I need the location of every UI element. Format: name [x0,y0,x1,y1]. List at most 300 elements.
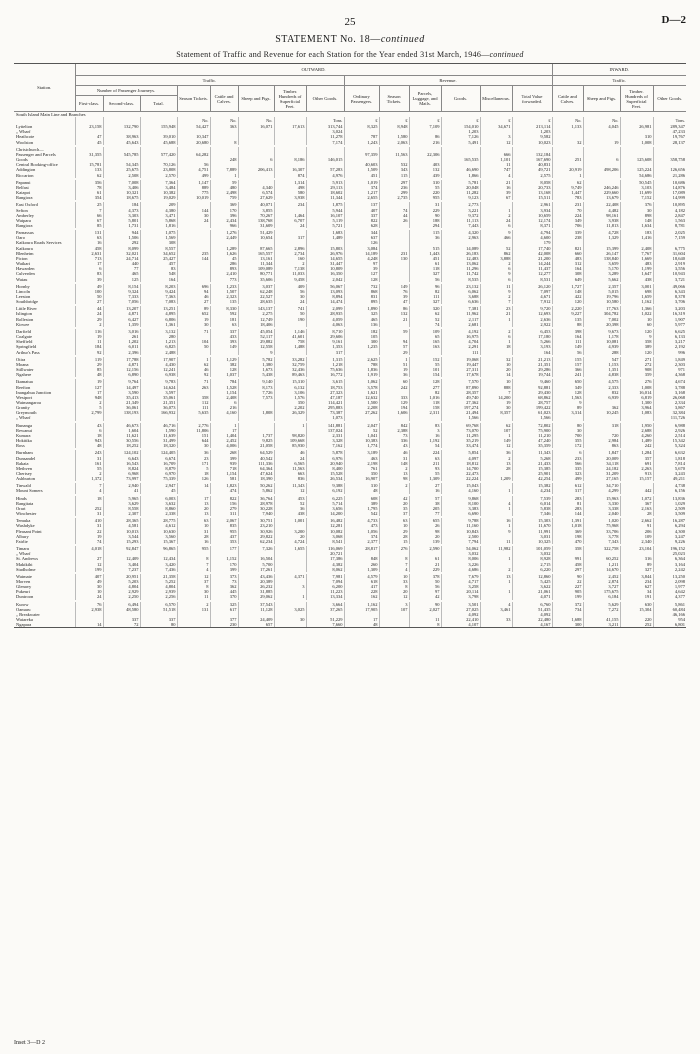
value-cell: 3,193 [512,344,552,349]
value-cell: 12,409 [103,556,140,561]
value-cell: 6,760 [512,602,552,607]
value-cell: 292 [103,240,140,245]
value-cell: 362 [583,405,620,410]
value-cell: 15 [379,539,409,544]
value-cell: 10,081 [583,339,620,344]
miscellaneous-header: Miscellaneous. [480,86,512,112]
value-cell: 396 [210,213,238,218]
value-cell: 3,964 [620,405,653,410]
value-cell: 577,420 [140,152,177,157]
value-cell: 27,262 [344,410,379,415]
value-cell: 9,673 [583,329,620,334]
value-cell: 224 [552,213,583,218]
value-cell: 874 [274,173,306,178]
value-cell: 2,408 [620,246,653,251]
value-cell: 2,498 [210,190,238,195]
value-cell: 7 [75,208,103,213]
value-cell: 1,528 [210,385,238,390]
value-cell: 36 [274,506,306,511]
value-cell: 3,404 [103,562,140,567]
goods-header: Goods. [441,86,480,112]
value-cell: 51,518 [140,607,177,612]
value-cell: £ [512,117,552,124]
value-cell: 144 [552,511,583,516]
value-cell: 9,458 [274,277,306,282]
value-cell: 3 [409,428,441,433]
value-cell: 16 [480,518,512,523]
value-cell: 4,717 [441,579,480,584]
value-cell: 235 [177,251,210,256]
value-cell: 353 [210,539,238,544]
value-cell: 125,224 [620,167,653,172]
value-cell: 2,662 [620,518,653,523]
value-cell: 25,023 [653,551,686,556]
value-cell: 5,854 [441,450,480,455]
value-cell: 3,289 [583,271,620,276]
value-cell: 18,252 [103,443,140,448]
value-cell: 1,309 [344,567,379,572]
value-cell: 1,016 [409,395,441,400]
value-cell: 1,101 [480,157,512,162]
value-cell: 893 [210,266,238,271]
value-cell: 38,963 [103,134,140,139]
value-cell: 6,003 [140,496,177,501]
value-cell: 2,307 [103,511,140,516]
value-cell: 283 [552,496,583,501]
value-cell: 389 [344,501,379,506]
value-cell: 16 [75,240,103,245]
value-cell: 75,968 [583,523,620,528]
station-name: Reefton [16,384,31,390]
value-cell: 28,365 [103,518,140,523]
value-cell: 52 [480,246,512,251]
value-cell: 773 [210,277,238,282]
value-cell: 15,528 [306,471,344,476]
value-cell: 5,801 [103,218,140,223]
value-cell: 107 [480,428,512,433]
value-cell: 29,822 [238,534,274,539]
value-cell: 26,329 [274,410,306,415]
value-cell: 89 [620,562,653,567]
value-cell: 4,368 [653,372,686,377]
station-name: Lyttelton [16,124,33,130]
value-cell: 56 [552,350,583,355]
value-cell: 39 [379,294,409,299]
value-cell: 27,323 [306,390,344,395]
value-cell: 991 [552,556,583,561]
value-cell: 85 [75,367,103,372]
value-cell: 6,011 [103,344,140,349]
value-cell: No. [177,117,210,124]
station-name: Inangahua Junction [16,389,52,395]
value-cell: 718 [210,466,238,471]
value-cell: 12,281 [306,523,344,528]
value-cell: 5,425 [512,579,552,584]
value-cell: 1,018 [552,523,583,528]
value-cell: 15,803 [306,246,344,251]
value-cell: 177 [210,546,238,551]
value-cell: 316 [620,556,653,561]
value-cell: 3,328 [306,438,344,443]
station-name: Goods [16,157,28,163]
value-cell: 848 [344,556,379,561]
value-cell: 741 [274,306,306,311]
value-cell: 30 [552,428,583,433]
value-cell: 20 [274,534,306,539]
value-cell: 1,950 [620,423,653,428]
value-cell: 2,773 [441,202,480,207]
value-cell: 2,067 [210,518,238,523]
title-continued: continued [380,34,425,45]
value-cell: 2,919 [653,261,686,266]
value-cell: 3,778 [583,534,620,539]
value-cell: 46,673 [103,423,140,428]
station-name: Dunsandel [16,455,36,461]
value-cell: 198 [552,534,583,539]
section-label: South Island Main Line and Branches [16,112,86,117]
value-cell: 27 [177,299,210,304]
value-cell: 35,606 [238,277,274,282]
value-cell: 11,113 [441,218,480,223]
value-cell: 63 [409,456,441,461]
value-cell: 6 [75,266,103,271]
value-cell: 11,639 [140,433,177,438]
value-cell: 3,103 [620,185,653,190]
value-cell: 696 [177,284,210,289]
value-cell: 14,244 [512,261,552,266]
value-cell: 15,511 [512,195,552,200]
value-cell: 3,867 [653,405,686,410]
value-cell: 358 [620,339,653,344]
value-cell: 87,890 [441,385,480,390]
value-cell: 317 [552,488,583,493]
value-cell: 7,940 [238,511,274,516]
value-cell: 21,349 [103,400,140,405]
value-cell: 196,152 [653,546,686,551]
value-cell: 3,330 [583,501,620,506]
station-name: Culverden [16,271,35,277]
value-cell: 72,802 [512,423,552,428]
value-cell: 822 [344,218,379,223]
value-cell: 149 [552,344,583,349]
value-cell: 2,625 [344,357,379,362]
station-name: Fairlie [16,538,28,544]
value-cell: 515 [409,246,441,251]
value-cell: 167,690 [512,157,552,162]
value-cell: 16,907 [344,476,379,481]
value-cell: 1,309 [409,476,441,481]
value-cell: 10,082 [306,529,344,534]
value-cell: 2 [274,261,306,266]
station-name: Heathcote [16,134,35,140]
value-cell: 63 [177,518,210,523]
value-cell: 10,630 [140,529,177,534]
value-cell: 12,483 [441,256,480,261]
value-cell: 2,500 [441,534,480,539]
value-cell: 3,016 [103,329,140,334]
value-cell: 26,534 [306,476,344,481]
value-cell: 20,733 [512,185,552,190]
value-cell: 6,570 [140,602,177,607]
value-cell: 60 [620,322,653,327]
value-cell: 6,343 [653,289,686,294]
value-cell: 18,320 [140,443,177,448]
value-cell: 6,674 [140,456,177,461]
value-cell: 11,699 [620,190,653,195]
value-cell: 154,010 [441,124,480,129]
value-cell: 20 [379,589,409,594]
value-cell: 3,084 [344,246,379,251]
value-cell: 1,202 [103,339,140,344]
value-cell: 229 [409,567,441,572]
value-cell: 2,874 [583,579,620,584]
value-cell: 25,675 [103,167,140,172]
value-cell: 164 [552,334,583,339]
value-cell: 8,535 [441,277,480,282]
value-cell: 8,557 [140,246,177,251]
value-cell: 54,686 [620,173,653,178]
value-cell: 9,788 [441,518,480,523]
value-cell: 2,291 [441,344,480,349]
value-cell: 3,068 [306,534,344,539]
station-name: Studholme [16,566,36,572]
value-cell: 46 [177,294,210,299]
value-cell: 9,720 [512,306,552,311]
value-cell: 11,742 [441,271,480,276]
value-cell: 20,389 [238,579,274,584]
cattle-calves-header: Cattle and Calves. [210,86,238,112]
value-cell: 4,895 [140,311,177,316]
value-cell: 10,382 [140,190,177,195]
value-cell: 11,295 [441,433,480,438]
station-name: Waiareka [16,617,33,623]
value-cell: 2,025 [653,230,686,235]
value-cell: 29 [75,362,103,367]
value-cell: 344 [344,230,379,235]
value-cell: 76 [75,602,103,607]
value-cell: 783 [552,195,583,200]
value-cell: 5,913 [306,180,344,185]
value-cell: 54,427 [177,124,210,129]
value-cell: 2,734 [274,251,306,256]
value-cell: 2,631 [75,251,103,256]
value-cell: 28 [480,466,512,471]
value-cell: 6 [480,266,512,271]
value-cell: 47 [379,299,409,304]
value-cell: 1 [210,173,238,178]
value-cell: 75,339 [140,476,177,481]
value-cell: 1,566 [512,415,552,420]
station-name: Morven [16,578,31,584]
value-cell: 94 [379,339,409,344]
value-cell: 369 [210,202,238,207]
value-cell: 3,659 [583,261,620,266]
value-cell: 4,733 [344,518,379,523]
value-cell: 2,340 [620,539,653,544]
value-cell: 3,031 [512,534,552,539]
value-cell: 13,334 [306,594,344,599]
value-cell: 111 [409,294,441,299]
value-cell: 10 [75,589,103,594]
value-cell: 317 [274,235,306,240]
value-cell: 126 [177,476,210,481]
value-cell: 31,609 [238,223,274,228]
value-cell: 4,071 [512,594,552,599]
value-cell: 8,186 [274,157,306,162]
value-cell: 45 [210,256,238,261]
value-cell: 913 [620,471,653,476]
value-cell: 10 [480,379,512,384]
value-cell: 4 [480,602,512,607]
value-cell: 955 [177,546,210,551]
value-cell: 356 [75,180,103,185]
value-cell: 56 [177,162,210,167]
value-cell: 2,047 [344,423,379,428]
value-cell: 1,488 [274,344,306,349]
value-cell: 3,938 [583,218,620,223]
value-cell: 72 [103,622,140,628]
value-cell: 35,413 [103,395,140,400]
value-cell: 32,759 [274,362,306,367]
value-cell: 43 [379,443,409,448]
value-cell: 943 [75,438,103,443]
value-cell: 13,093 [306,289,344,294]
value-cell: 98 [409,529,441,534]
value-cell: 1,576 [274,395,306,400]
value-cell: 163 [409,344,441,349]
value-cell: 41,155 [583,617,620,622]
value-cell: 33,706 [583,529,620,534]
value-cell: 8 [409,622,441,628]
value-cell: 48 [344,488,379,493]
value-cell: 2 [480,213,512,218]
value-cell: 1,199 [620,266,653,271]
value-cell: 666 [480,152,512,157]
value-cell: 9 [480,230,512,235]
value-cell: 7,162 [306,443,344,448]
value-cell: 5,491 [441,140,480,145]
value-cell: 2,331 [306,433,344,438]
value-cell: 132 [409,167,441,172]
value-cell: 24,409 [238,617,274,622]
value-cell: 45,643 [103,140,140,145]
value-cell: 4,059 [306,317,344,322]
value-cell: 4,371 [274,574,306,579]
value-cell: 32,021 [103,251,140,256]
value-cell: 6,625 [653,329,686,334]
value-cell: 114,421 [306,400,344,405]
value-cell: 125 [103,277,140,282]
value-cell: 358,758 [653,157,686,162]
value-cell: 24 [177,218,210,223]
value-cell: 15,303 [512,518,552,523]
value-cell: 98,161 [583,213,620,218]
value-cell: 28,357 [441,390,480,395]
value-cell: 2,590 [409,546,441,551]
value-cell: 3,855 [238,208,274,213]
value-cell: 125,608 [620,157,653,162]
value-cell: 325 [210,602,238,607]
value-cell: 46 [379,450,409,455]
value-cell: 2,681 [441,322,480,327]
value-cell: 148 [379,461,409,466]
value-cell: 337 [210,329,238,334]
value-cell: 5,203 [103,579,140,584]
value-cell: 1,022 [620,311,653,316]
value-cell: 70 [552,208,583,213]
value-cell: 374 [344,534,379,539]
value-cell: 35 [379,506,409,511]
value-cell: 7,126 [441,134,480,139]
value-cell: 1 [379,357,409,362]
value-cell: 2,202 [274,405,306,410]
station-name: Amberley [16,212,34,218]
value-cell: 3,314 [552,410,583,415]
value-cell: 5,714 [306,501,344,506]
value-cell: 246,246 [583,185,620,190]
value-cell: 8,824 [103,466,140,471]
value-cell: 1,062 [344,379,379,384]
value-cell: 170 [210,562,238,567]
value-cell: 76 [379,289,409,294]
value-cell: 4,581 [103,523,140,528]
value-cell: 1,727 [552,284,583,289]
other-goods-header: Other Goods. [306,86,344,112]
value-cell: 28 [620,511,653,516]
value-cell: 3,106 [274,390,306,395]
value-cell: 322,758 [583,546,620,551]
value-cell: 64,364 [238,466,274,471]
value-cell: 1 [480,506,512,511]
value-cell: 20,114 [441,589,480,594]
value-cell: 5,662 [583,277,620,282]
value-cell: 31 [409,202,441,207]
value-cell: 17,089 [653,190,686,195]
value-cell: 4,686 [441,567,480,572]
value-cell: 775 [177,190,210,195]
value-cell: 15,310 [274,379,306,384]
station-name: Kaiapoi [16,190,31,196]
value-cell: 24,714 [103,256,140,261]
value-cell: 6 [210,400,238,405]
value-cell: 50 [274,311,306,316]
value-cell: 19 [177,317,210,322]
value-cell: 618 [344,579,379,584]
value-cell: 86 [409,134,441,139]
value-cell: 898 [620,213,653,218]
station-name: Temuka [16,518,31,524]
value-cell: 27,629 [238,195,274,200]
value-cell: 1,020 [583,518,620,523]
value-cell: 4,373 [103,208,140,213]
value-cell: 1 [480,556,512,561]
value-cell: 11,563 [379,152,409,157]
value-cell: 96,865 [140,546,177,551]
value-cell: 199,422 [512,405,552,410]
value-cell: 26,147 [583,251,620,256]
value-cell: 6,574 [238,190,274,195]
value-cell: 96 [409,284,441,289]
value-cell: 248 [210,157,238,162]
total-value-header: Total Value forwarded. [512,86,552,112]
value-cell: 11,343 [512,450,552,455]
value-cell: 80 [140,622,177,628]
value-cell: 944 [103,230,140,235]
value-cell: 238 [552,235,583,240]
value-cell: 98,820 [274,433,306,438]
value-cell: 220 [620,617,653,622]
value-cell: 12,241 [140,367,177,372]
